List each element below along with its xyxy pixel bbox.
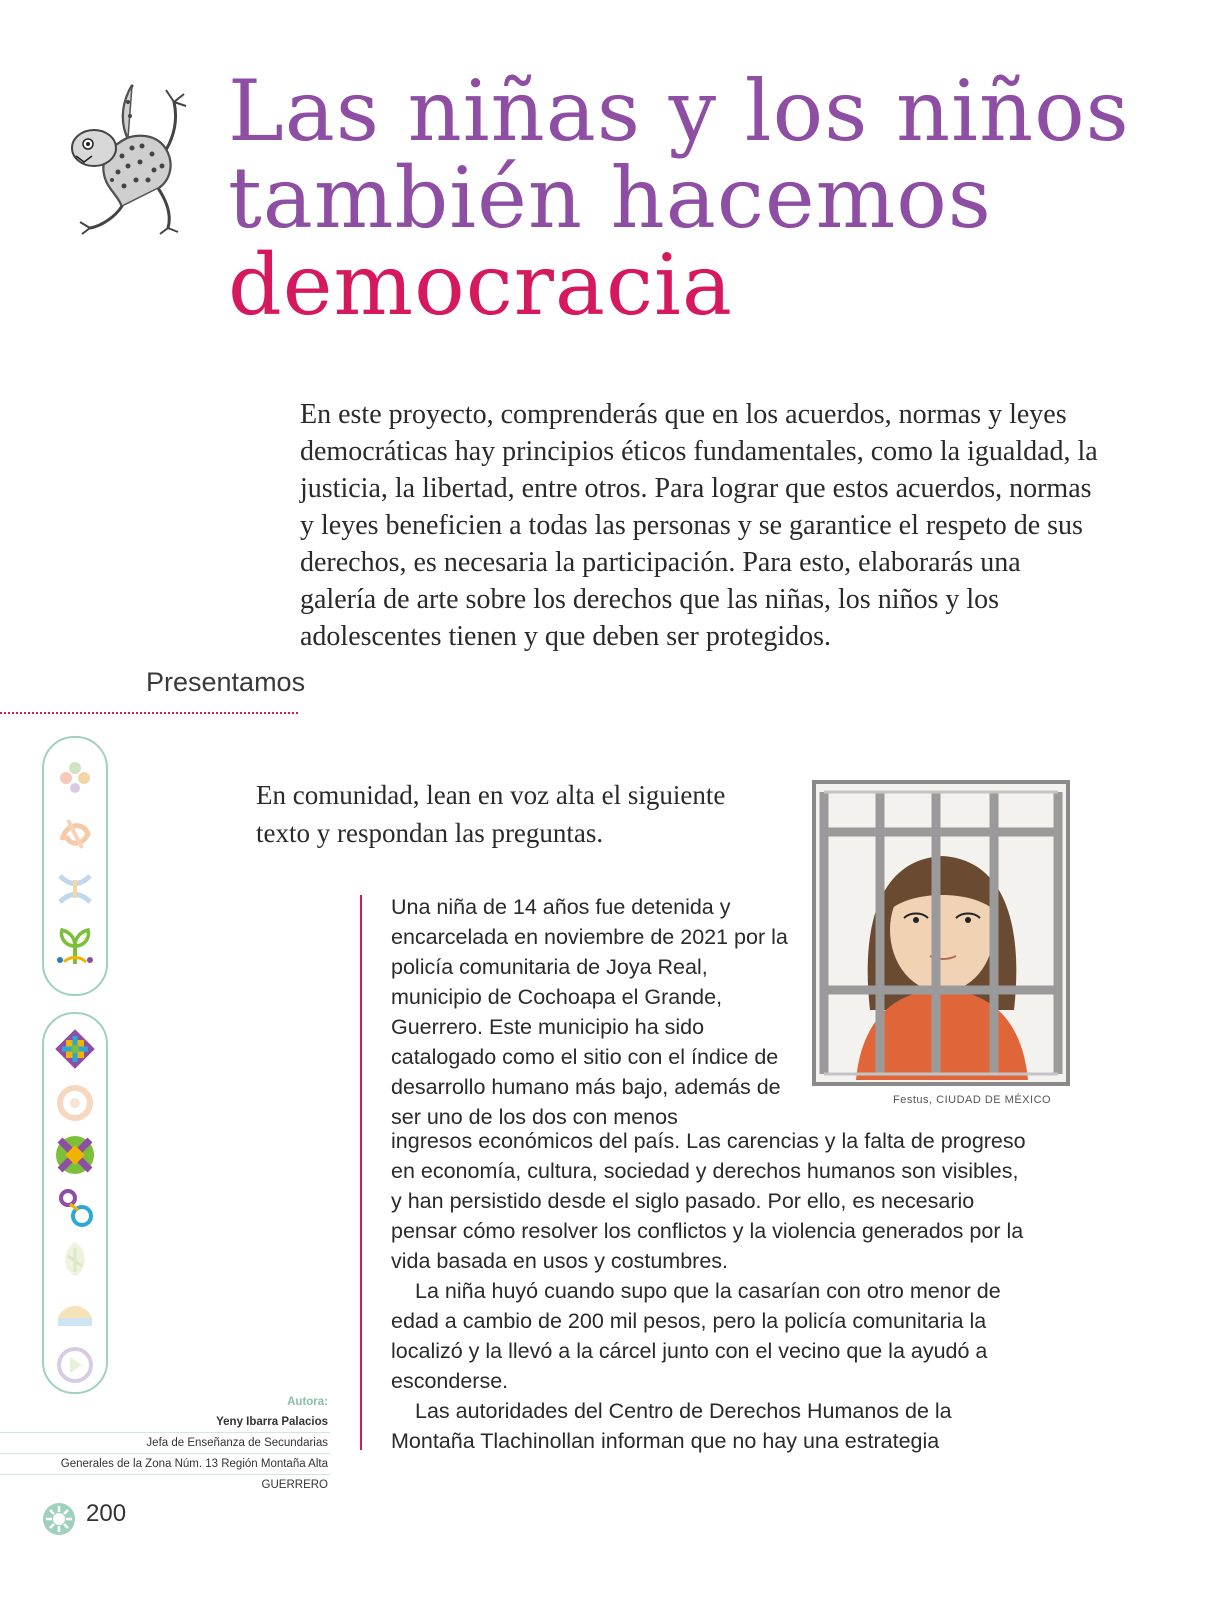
reading-paragraph-1a: Una niña de 14 años fue detenida y encarcelada en noviembre de 2021 por la policía comunitaria de Joya Real, municipio de Cochoapa el Grande, Guerrero. Este municipio ha sido catalogado como el sitio con el índice de desarrollo humano más bajo, además de ser uno de los dos con menos (391, 895, 788, 1129)
jaguar-illustration-icon (62, 76, 192, 236)
project-phase-1-icon (52, 754, 98, 800)
activity-instruction: En comunidad, lean en voz alta el siguiente texto y respondan las preguntas. (256, 780, 726, 848)
page-number: 200 (86, 1500, 127, 1527)
author-label: Autora: (287, 1396, 328, 1408)
section-divider (0, 712, 298, 714)
title-line-2: también hacemos (228, 149, 992, 247)
reading-text-part-1 (391, 892, 801, 1132)
axis-icon-1 (52, 1026, 98, 1072)
illustration-credit: Festus, CIUDAD DE MÉXICO (893, 1094, 1052, 1106)
author-role: Jefa de Enseñanza de Secundarias (0, 1433, 330, 1454)
axis-icon-4 (52, 1184, 98, 1230)
axis-icon-7 (52, 1342, 98, 1388)
author-name: Yeny Ibarra Palacios (0, 1412, 330, 1433)
project-phase-2-icon (52, 810, 98, 856)
author-zone: Generales de la Zona Núm. 13 Región Montaña Alta (0, 1454, 330, 1475)
reading-text-part-2 (391, 1126, 1031, 1456)
sidebar-axis-pill (42, 1012, 108, 1394)
page-badge-icon (42, 1502, 76, 1536)
title-line-1: Las niñas y los niños (228, 62, 1130, 160)
axis-icon-6 (52, 1290, 98, 1336)
axis-icon-5 (52, 1236, 98, 1282)
title-line-3: democracia (228, 236, 733, 334)
axis-icon-3 (52, 1132, 98, 1178)
reading-paragraph-3: Las autoridades del Centro de Derechos Humanos de la Montaña Tlachinollan informan que no hay una estrategia (391, 1399, 952, 1453)
author-credits (0, 1392, 330, 1495)
section-heading: Presentamos (146, 667, 306, 697)
reading-accent-rule (360, 895, 362, 1450)
project-phase-3-icon (52, 866, 98, 912)
intro-paragraph: En este proyecto, comprenderás que en los acuerdos, normas y leyes democráticas hay principios éticos fundamentales, como la igualdad, la justicia, la libertad, entre otros. Para lograr que estos acuerdos, normas y leyes beneficien a todas las personas y se garantice el respeto de sus derechos, es necesaria la participación. Para esto, elaborarás una galería de arte sobre los derechos que las niñas, los niños y los adolescentes tienen y que deben ser protegidos. (300, 399, 1098, 652)
reading-paragraph-1b: ingresos económicos del país. Las carencias y la falta de progreso en economía, cultura, sociedad y derechos humanos son visibles, y han persistido desde el siglo pasado. Por ello, es necesario pensar cómo resolver los conflictos y la violencia generados por la vida basada en usos y costumbres. (391, 1129, 1026, 1273)
reading-paragraph-2: La niña huyó cuando supo que la casarían con otro menor de edad a cambio de 200 mil pesos, pero la policía comunitaria la localizó y la llevó a la cárcel junto con el vecino que la ayudó a esconderse. (391, 1279, 1001, 1393)
axis-icon-2 (52, 1080, 98, 1126)
page-title (228, 62, 1130, 334)
girl-behind-bars-illustration (812, 780, 1070, 1086)
sidebar-phase-pill (42, 736, 108, 996)
project-phase-4-icon (52, 924, 98, 970)
author-state: GUERRERO (261, 1479, 328, 1491)
